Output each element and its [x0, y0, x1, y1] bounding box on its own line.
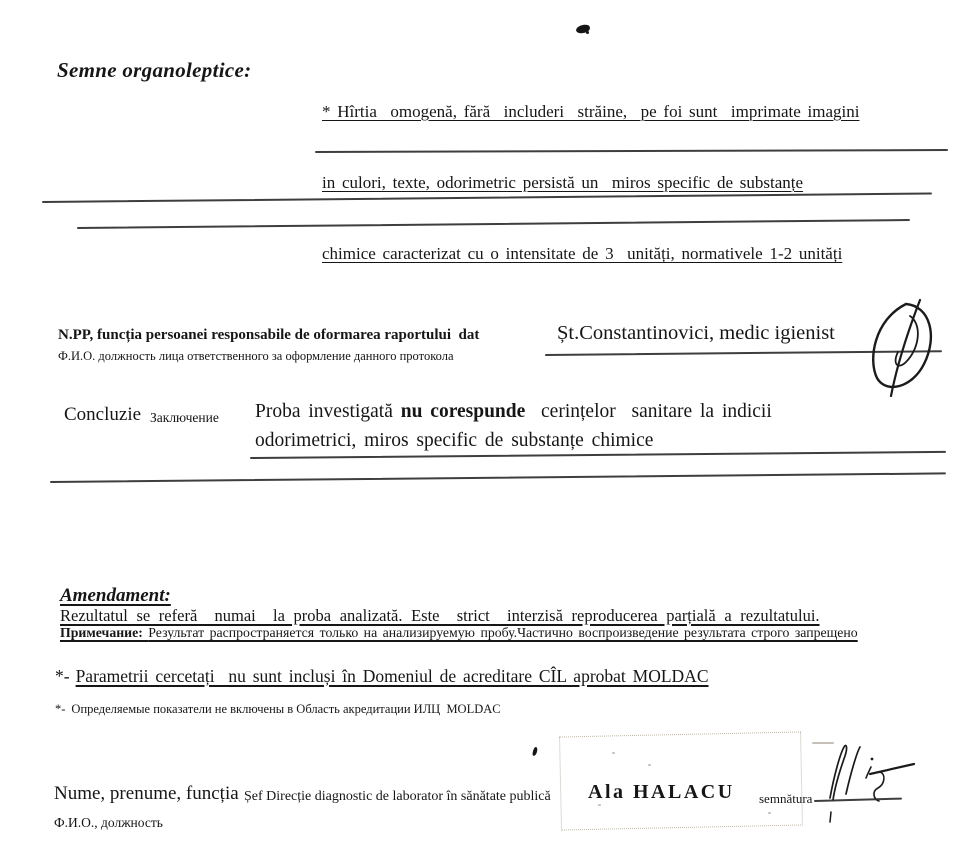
stamp-speck [768, 812, 771, 814]
conclusion-label-ro: Concluzie [64, 404, 142, 425]
signatory-label-ro: Nume, prenume, funcția [54, 783, 239, 804]
amendment-text-ru: Результат распространяется только на анализируемую пробу.Частично воспроизведение результата строго запрещено [148, 625, 858, 640]
responsible-label-ro: N.PP, funcția persoanei responsabile de oformarea raportului dat [58, 327, 480, 343]
halacu-signature [808, 742, 918, 827]
organoleptic-line-1: * Hîrtia omogenă, fără includeri străine, pe foi sunt imprimate imagini [322, 101, 860, 121]
conclusion-label-ru: Заключение [150, 410, 219, 425]
stamp-speck [598, 804, 601, 806]
amendment-note-ru [60, 625, 858, 641]
blank-rule-4 [50, 472, 946, 483]
signatory-name: Ala HALACU [588, 781, 735, 803]
conclusion-text-normal-2: cerințelor sanitare la indicii [525, 401, 772, 422]
accreditation-text-ro: Parametrii cercetați nu sunt incluși în Domeniul de acreditare CÎL aprobat MOLDAC [75, 666, 709, 686]
conclusion-underline [250, 451, 946, 459]
conclusion-line-2: odorimetrici, miros specific de substanțe chimice [255, 430, 654, 451]
asterisk-prefix-ru: *- [55, 702, 66, 716]
signature-word-label: semnătura [759, 791, 813, 806]
constantinovici-signature [858, 298, 950, 398]
amendment-title: Amendament: [60, 585, 171, 606]
asterisk-prefix: *- [55, 666, 70, 686]
stamp-speck [648, 764, 651, 766]
organoleptic-line-2: in culori, texte, odorimetric persistă un miros specific de substanțe [322, 172, 804, 192]
conclusion-text-bold: nu corespunde [400, 401, 526, 422]
organoleptic-line-3: chimice caracterizat cu o intensitate de 3 unități, normativele 1-2 unități [322, 244, 843, 264]
responsible-label-ru: Ф.И.О. должность лица ответственного за оформление данного протокола [58, 349, 454, 363]
ink-speck [532, 747, 538, 757]
organoleptic-label: Semne organoleptice: [57, 58, 252, 82]
stamp-speck [612, 752, 615, 754]
accreditation-text-ru: Определяемые показатели не включены в Область акредитации ИЛЦ MOLDAC [71, 702, 501, 716]
accreditation-note-ro [55, 666, 709, 687]
conclusion-line-1 [255, 401, 772, 423]
conclusion-text-normal: Proba investigată [255, 401, 401, 422]
amendment-note-ro: Rezultatul se referă numai la proba analizată. Este strict interzisă reproducerea parțială a rezultatului. [60, 606, 820, 625]
amendment-label-ru: Примечание: [60, 625, 149, 640]
accreditation-note-ru [55, 702, 501, 717]
organoleptic-text [322, 52, 859, 314]
signatory-position: Șef Direcție diagnostic de laborator în sănătate publică [244, 789, 551, 804]
ink-speck [586, 31, 589, 34]
responsible-name: Șt.Constantinovici, medic igienist [557, 322, 835, 344]
signatory-label-ru: Ф.И.О., должность [54, 815, 163, 830]
